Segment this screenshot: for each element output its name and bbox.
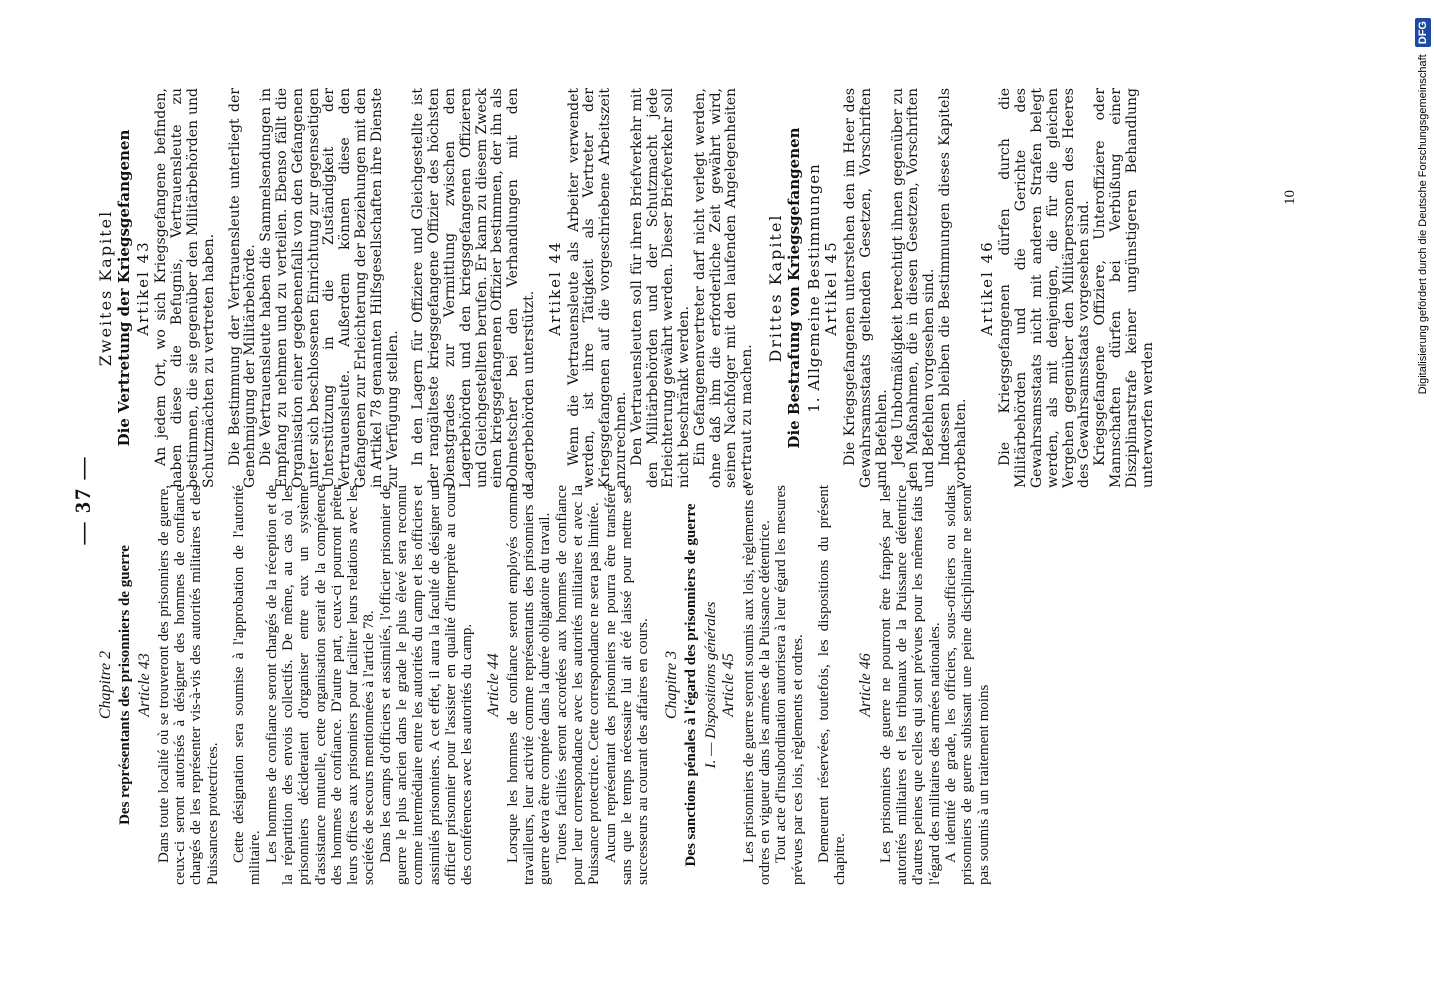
article-heading: Article 43 [135,653,153,717]
article-heading: Artikel 46 [977,240,996,336]
paragraph: An jedem Ort, wo sich Kriegsgefangene befinden, haben diese die Befugnis, Vertrauensleute zu bestimmen, die sie gegenüber den Militärbehörden und Schutzmächten zu vertreten haben. [153,88,217,488]
paragraph: Les prisonniers de guerre seront soumis aux lois, règlements et ordres en vigueur dans les armées de la Puissance détentrice. [740,485,773,885]
paragraph: A identité de grade, les officiers, sous-officiers ou soldats prisonniers de guerre subissant une peine disciplinaire ne seront pas soumis à un traitement moins [942,485,992,885]
paragraph: Les hommes de confiance seront chargés de la réception et de la répartition des envois collectifs. De même, au cas où les prisonniers décideraient d'organiser entre eux un système d'assistance mutuelle, cette organisation serait de la compétence des hommes de confiance. D'autre part, ceux-ci pourront prêter leurs offices aux prisonniers pour faciliter leurs relations avec les sociétés de secours mentionnées à l'article 78. [263,485,378,885]
section-heading: I. — Dispositions générales [703,601,720,769]
paragraph: In den Lagern für Offiziere und Gleichgestellte ist der rangälteste kriegsgefangene Offizier des höchsten Dienstgrades zur Vermittlung zwischen den Lagerbehörden und den kriegsgefangenen Offizieren und Gleichgestellten berufen. Er kann zu diesem Zweck einen kriegsgefangenen Offizier bestimmen, der ihn als Dolmetscher bei den Verhandlungen mit den Lagerbehörden unterstützt. [410,88,537,488]
paragraph: Dans les camps d'officiers et assimilés, l'officier prisonnier de guerre le plus ancien dans le grade le plus élevé sera reconnu comme intermédiaire entre les autorités du camp et les officiers et assimilés prisonniers. A cet effet, il aura la faculté de désigner un officier prisonnier pour l'assister en qualité d'interprète au cours des conférences avec les autorités du camp. [377,485,476,885]
chapter-heading: Zweites Kapitel [96,209,115,367]
article-heading: Article 44 [484,653,502,717]
section-heading: 1. Allgemeine Bestimmungen [804,163,823,413]
credit-text: Digitalisierung gefördert durch die Deutsche Forschungsgemeinschaft [1417,54,1429,395]
sheet-number: 10 [1282,190,1298,205]
paragraph: Dans toute localité où se trouveront des prisonniers de guerre, ceux-ci seront autorisés à désigner des hommes de confiance chargés de les représenter vis-à-vis des autorités militaires et des Puissances protectrices. [155,485,221,885]
paragraph: Den Vertrauensleuten soll für ihren Briefverkehr mit den Militärbehörden und der Schutzmacht jede Erleichterung gewährt werden. Dieser Briefverkehr soll nicht beschränkt werden. [628,88,693,488]
chapter-title: Die Bestrafung von Kriegsgefangenen [784,127,803,449]
article-heading: Artikel 43 [133,240,152,336]
paragraph: Indessen bleiben die Bestimmungen dieses Kapitels vorbehalten. [937,88,969,488]
paragraph: Wenn die Vertrauensleute als Arbeiter verwendet werden, ist ihre Tätigkeit als Vertreter der Kriegsgefangenen auf die vorgeschriebene Arbeitszeit anzurechnen. [565,88,629,488]
paragraph: Toutes facilités seront accordées aux hommes de confiance pour leur correspondance avec les autorités militaires et avec la Puissance protectrice. Cette correspondance ne sera pas limitée. [553,485,603,885]
paragraph: Die Vertrauensleute haben die Sammelsendungen in Empfang zu nehmen und zu verteilen. Ebenso fällt die Organisation einer gegebenenfalls von den Gefangenen unter sich beschlossenen Einrichtung zur gegenseitigen Unterstützung in die Zuständigkeit der Vertrauensleute. Außerdem können diese den Gefangenen zur Erleichterung der Beziehungen mit den in Artikel 78 genannten Hilfsgesellschaften ihre Dienste zur Verfügung stellen. [258,87,401,488]
paragraph: Kriegsgefangene Offiziere, Unteroffiziere oder Mannschaften dürfen bei Verbüßung einer Disziplinarstrafe keiner ungünstigeren Behandlung unterworfen werden [1092,88,1156,488]
article-heading: Artikel 44 [545,240,564,336]
paragraph: Jede Unbotmäßigkeit berechtigt ihnen gegenüber zu den Maßnahmen, die in diesen Gesetzen, Vorschriften und Befehlen vorgesehen sind. [889,88,938,488]
paragraph: Ein Gefangenenvertreter darf nicht verlegt werden, ohne daß ihm die erforderliche Zeit gewährt wird, seinen Nachfolger mit den laufenden Angelegenheiten vertraut zu machen. [691,88,756,488]
article-heading: Article 46 [857,653,875,717]
paragraph: Aucun représentant des prisonniers ne pourra être transféré sans que le temps nécessaire lui ait été laissé pour mettre ses successeurs au courant des affaires en cours. [602,485,652,885]
paragraph: Die Kriegsgefangenen dürfen durch die Militärbehörden und die Gerichte des Gewahrsamsstaats nicht mit anderen Strafen belegt werden, als mit denjenigen, die für die gleichen Vergehen gegenüber den Militärpersonen des Heeres des Gewahrsamsstaats vorgesehen sind. [997,88,1093,488]
chapter-heading: Chapitre 3 [662,650,680,720]
paragraph: Die Bestimmung der Vertrauensleute unterliegt der Genehmigung der Militärbehörde. [226,88,259,488]
chapter-heading: Drittes Kapitel [766,213,786,363]
paragraph: Lorsque les hommes de confiance seront employés comme travailleurs, leur activité comme représentants des prisonniers de guerre devra être comptée dans la durée obligatoire du travail. [504,485,554,885]
paragraph: Cette désignation sera soumise à l'approbation de l'autorité militaire. [231,485,264,885]
german-column [98,88,1156,488]
french-column [98,485,992,885]
digitization-credit [1412,0,1434,1000]
chapter-title: Des sanctions pénales à l'égard des prisonniers de guerre [682,503,699,867]
paragraph: Die Kriegsgefangenen unterstehen den im Heer des Gewahrsamsstaats geltenden Gesetzen, Vorschriften und Befehlen. [842,88,890,488]
credit-line [1412,0,1434,1000]
dfg-logo: DFG [1415,18,1431,47]
page-number: — 37 — [70,455,95,545]
chapter-title: Des représentants des prisonniers de guerre [117,545,134,825]
paragraph: Demeurent réservées, toutefois, les dispositions du présent chapitre. [815,485,849,885]
article-heading: Artikel 45 [822,240,841,336]
chapter-title: Die Vertretung der Kriegsgefangenen [114,129,133,447]
chapter-heading: Chapitre 2 [97,650,114,720]
paragraph: Tout acte d'insubordination autorisera à leur égard les mesures prévues par ces lois, règlements et ordres. [773,485,806,885]
article-heading: Article 45 [720,653,738,717]
paragraph: Les prisonniers de guerre ne pourront être frappés par les autorités militaires et les tribunaux de la Puissance détentrice d'autres peines que celles qui sont prévues pour les mêmes faits à l'égard des militaires des armées nationales. [877,485,943,885]
